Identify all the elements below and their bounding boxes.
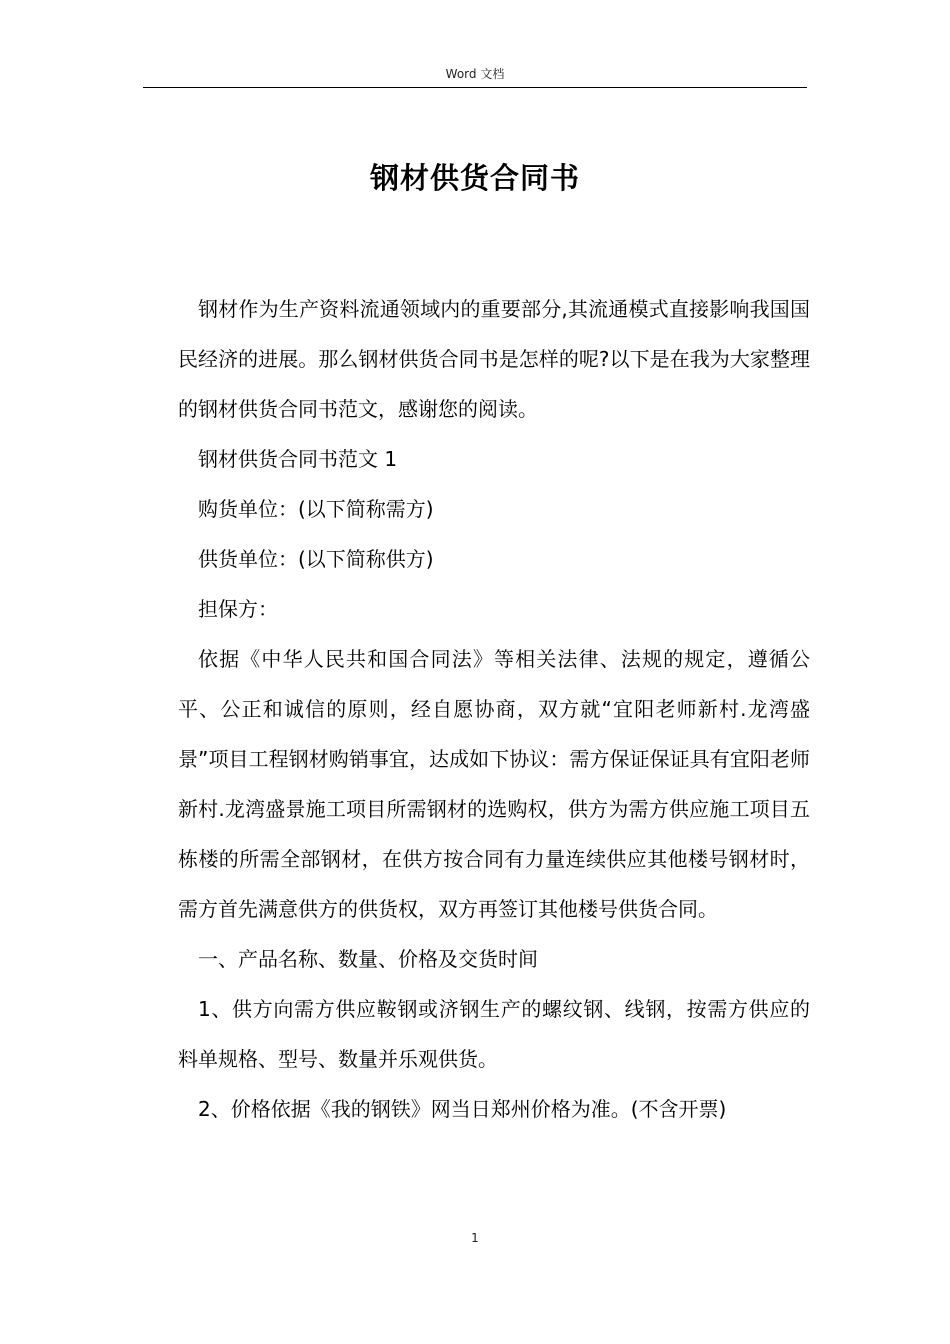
paragraph-guarantor: 担保方： — [198, 597, 278, 621]
header-divider — [143, 87, 807, 88]
paragraph-sample-heading: 钢材供货合同书范文 1 — [198, 447, 398, 471]
page-header: Word 文档 — [445, 67, 505, 81]
paragraph-intro: 钢材作为生产资料流通领域内的重要部分,其流通模式直接影响我国国民经济的进展。那么钢材供货合同书是怎样的呢?以下是在我为大家整理的钢材供货合同书范文，感谢您的阅读。 — [178, 297, 810, 421]
clause-2: 2、价格依据《我的钢铁》网当日郑州价格为准。(不含开票) — [198, 1097, 727, 1121]
paragraph-agreement: 依据《中华人民共和国合同法》等相关法律、法规的规定，遵循公平、公正和诚信的原则，经自愿协商，双方就“宜阳老师新村.龙湾盛景”项目工程钢材购销事宜，达成如下协议：需方保证保证具有宜阳老师新村.龙湾盛景施工项目所需钢材的选购权，供方为需方供应施工项目五栋楼的所需全部钢材，在供方按合同有力量连续供应其他楼号钢材时，需方首先满意供方的供货权，双方再签订其他楼号供货合同。 — [178, 647, 810, 921]
clause-1: 1、供方向需方供应鞍钢或济钢生产的螺纹钢、线钢，按需方供应的料单规格、型号、数量并乐观供货。 — [178, 997, 810, 1071]
paragraph-supplier: 供货单位：(以下简称供方) — [198, 547, 434, 571]
document-body — [178, 284, 810, 1134]
section-heading-1: 一、产品名称、数量、价格及交货时间 — [198, 947, 538, 971]
page-number: 1 — [471, 1231, 479, 1245]
paragraph-buyer: 购货单位：(以下简称需方) — [198, 497, 434, 521]
document-title: 钢材供货合同书 — [369, 161, 580, 195]
